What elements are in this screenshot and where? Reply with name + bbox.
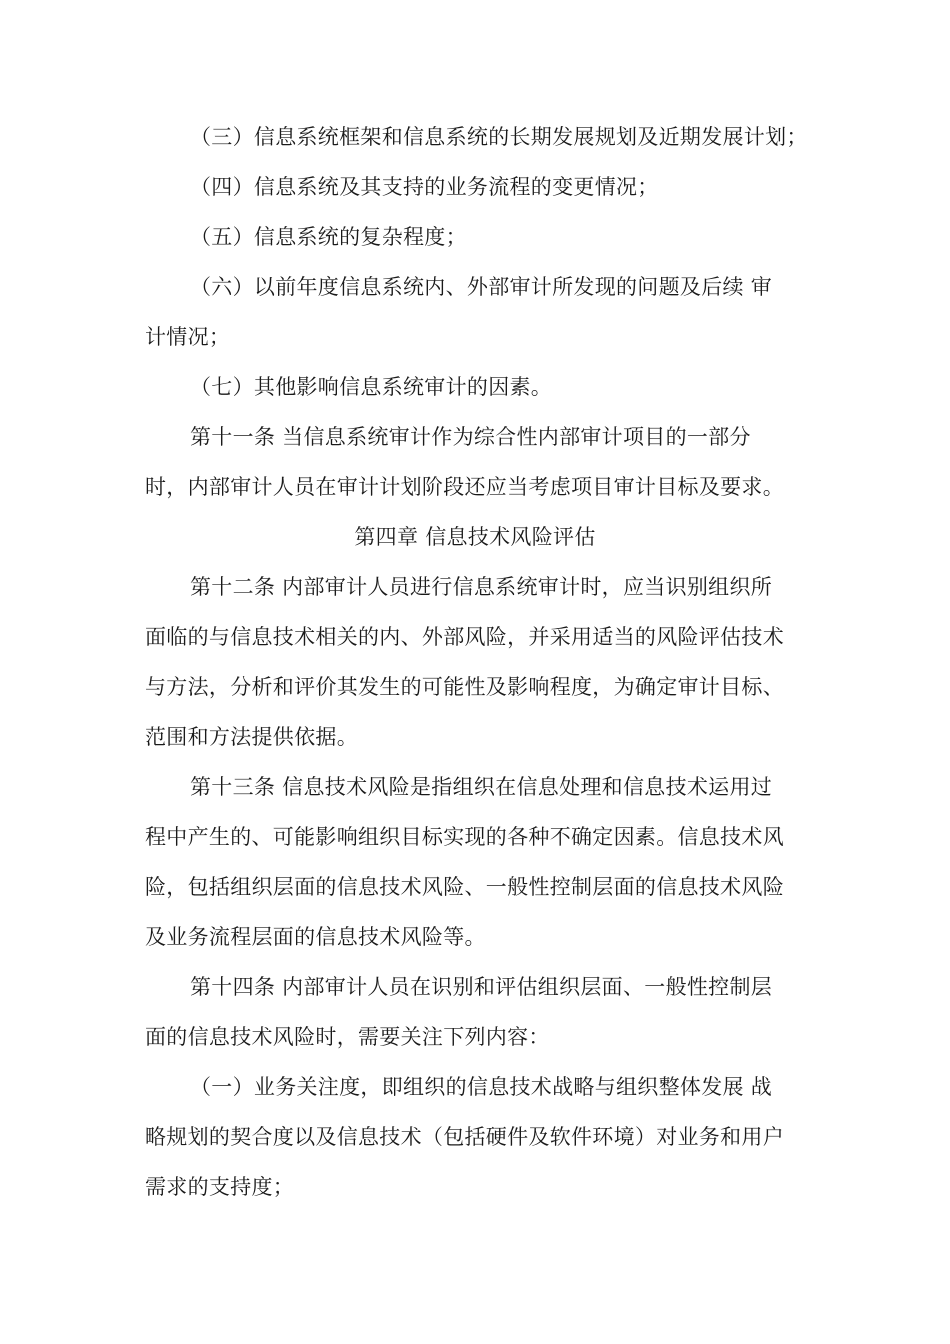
item-7-line: （七）其他影响信息系统审计的因素。 [190,375,553,399]
item-6-line-2: 计情况； [145,325,231,349]
article-11-line-1: 第十一条 当信息系统审计作为综合性内部审计项目的一部分 [190,425,751,449]
article-12-line-2: 面临的与信息技术相关的内、外部风险，并采用适当的风险评估技术 [145,625,784,649]
item-4-line: （四）信息系统及其支持的业务流程的变更情况； [190,175,659,199]
article-11-line-2: 时，内部审计人员在审计计划阶段还应当考虑项目审计目标及要求。 [145,475,784,499]
article-12-line-1: 第十二条 内部审计人员进行信息系统审计时，应当识别组织所 [190,575,773,599]
article-14-item-1-line-1: （一）业务关注度，即组织的信息技术战略与组织整体发展 战 [190,1075,773,1099]
article-12-line-3: 与方法，分析和评价其发生的可能性及影响程度，为确定审计目标、 [145,675,784,699]
article-14-item-1-line-3: 需求的支持度； [145,1175,295,1199]
item-3-line: （三）信息系统框架和信息系统的长期发展规划及近期发展计划； [190,125,808,149]
article-13-line-1: 第十三条 信息技术风险是指组织在信息处理和信息技术运用过 [190,775,773,799]
chapter-4-heading: 第四章 信息技术风险评估 [354,525,596,549]
article-14-line-2: 面的信息技术风险时，需要关注下列内容： [145,1025,550,1049]
article-13-line-4: 及业务流程层面的信息技术风险等。 [145,925,486,949]
item-5-line: （五）信息系统的复杂程度； [190,225,467,249]
article-12-line-4: 范围和方法提供依据。 [145,725,358,749]
article-14-line-1: 第十四条 内部审计人员在识别和评估组织层面、一般性控制层 [190,975,773,999]
article-14-item-1-line-2: 略规划的契合度以及信息技术（包括硬件及软件环境）对业务和用户 [145,1125,784,1149]
article-13-line-2: 程中产生的、可能影响组织目标实现的各种不确定因素。信息技术风 [145,825,784,849]
article-13-line-3: 险，包括组织层面的信息技术风险、一般性控制层面的信息技术风险 [145,875,784,899]
item-6-line-1: （六）以前年度信息系统内、外部审计所发现的问题及后续 审 [190,275,773,299]
